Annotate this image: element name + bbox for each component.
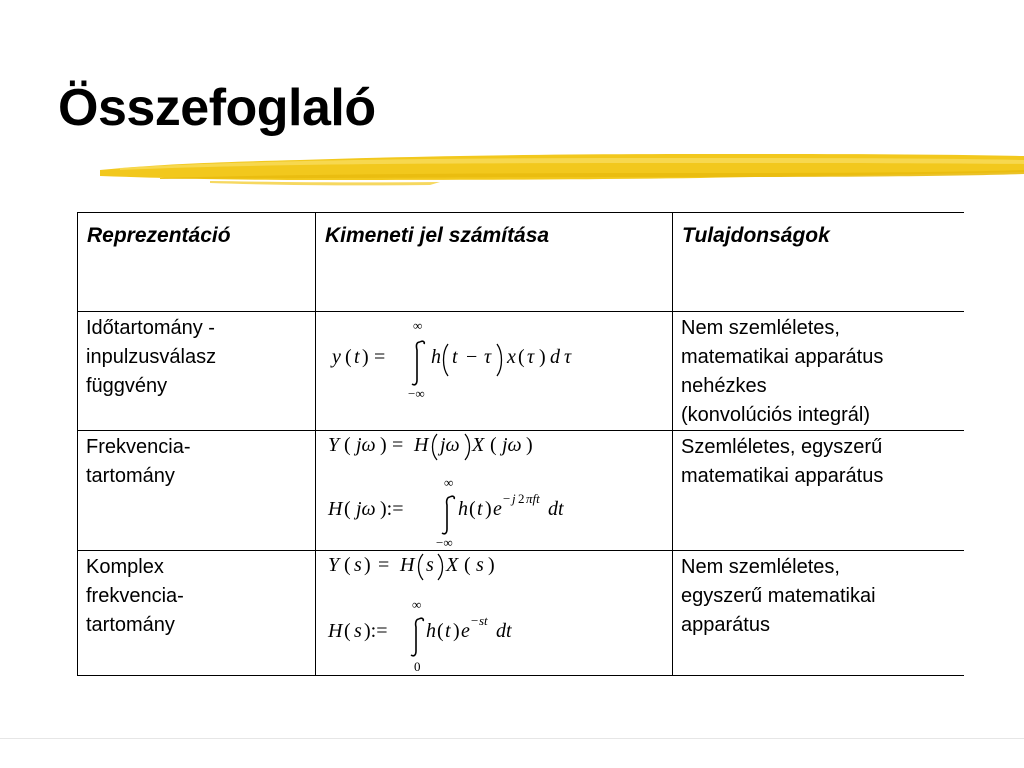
formula-cell [316,312,673,431]
svg-text:j: j [512,491,516,506]
table-header-row [78,213,964,312]
svg-text:(: ( [344,554,351,576]
representation-line: Időtartomány - [86,317,215,339]
header-representation: Reprezentáció [87,224,231,247]
svg-text:Y: Y [328,434,340,456]
svg-text:(: ( [344,498,351,520]
svg-text:s: s [426,554,434,576]
representation-cell [78,551,316,676]
svg-text:t: t [354,346,360,368]
svg-text:∞: ∞ [444,475,454,490]
slide-title: Összefoglaló [58,79,376,137]
svg-text:(: ( [518,346,525,368]
properties-line: egyszerű matematikai [681,585,876,607]
svg-text:τ: τ [527,346,535,368]
svg-text:): ) [526,434,533,456]
svg-text:t: t [477,498,483,520]
properties-line: Szemléletes, egyszerű [681,436,883,458]
svg-text:τ: τ [564,346,572,368]
properties-line: apparátus [681,614,770,636]
representation-line: tartomány [86,614,175,636]
svg-text:(: ( [345,346,352,368]
svg-text:): ) [380,434,387,456]
svg-text:=: = [392,434,404,456]
svg-text:st: st [479,613,488,628]
svg-text:=: = [374,346,386,368]
svg-text:t: t [445,620,451,642]
header-output-calculation: Kimeneti jel számítása [325,224,550,247]
formula-cell [316,551,673,676]
svg-text:): ) [485,498,492,520]
svg-text:X: X [446,554,459,576]
svg-text:X: X [472,434,485,456]
svg-text:e: e [493,498,502,520]
representation-line: frekvencia- [86,585,184,607]
svg-text:−: − [471,613,479,628]
svg-text:∞: ∞ [413,318,423,333]
svg-text:(: ( [464,554,471,576]
svg-text:(: ( [344,434,351,456]
svg-text:): ) [362,346,369,368]
properties-line: (konvolúciós integrál) [681,404,870,426]
properties-line: matematikai apparátus [681,346,884,368]
svg-text:y: y [332,346,341,368]
svg-text:H: H [400,554,415,576]
svg-text:(: ( [437,620,444,642]
svg-text:e: e [461,620,470,642]
svg-text:h: h [426,620,436,642]
svg-text:): ) [488,554,495,576]
laplace-formulas [316,551,673,675]
svg-text:τ: τ [484,346,492,368]
representation-line: Komplex [86,556,164,578]
representation-line: függvény [86,375,168,397]
properties-line: nehézkes [681,375,767,397]
svg-text:−∞: −∞ [408,386,425,401]
representation-cell [78,431,316,551]
svg-text:):=: ):= [380,498,404,520]
svg-text:t: t [452,346,458,368]
svg-text:−: − [466,346,478,368]
svg-text:−: − [503,491,511,506]
svg-text:s: s [354,554,362,576]
representation-cell [78,312,316,431]
summary-table [77,212,964,676]
svg-text:H: H [328,620,343,642]
table-row [78,431,964,551]
svg-text:d: d [550,346,560,368]
properties-cell [673,551,964,676]
convolution-formula [316,312,673,429]
svg-text:jω: jω [502,434,522,456]
header-properties: Tulajdonságok [682,224,830,247]
representation-line: tartomány [86,465,175,487]
header-cell [78,213,316,312]
svg-text:2: 2 [518,491,525,506]
representation-line: inpulzusválasz [86,346,217,368]
properties-cell [673,431,964,551]
decorative-brush-stroke [100,148,1024,190]
svg-text:s: s [476,554,484,576]
svg-text:):=: ):= [364,620,388,642]
svg-text:): ) [453,620,460,642]
svg-text:h: h [431,346,441,368]
properties-line: matematikai apparátus [681,465,884,487]
fourier-formulas [316,431,673,550]
properties-line: Nem szemléletes, [681,317,840,339]
table-row [78,551,964,676]
svg-text:−∞: −∞ [436,535,453,550]
svg-text:jω: jω [356,434,376,456]
svg-text:dt: dt [548,498,564,520]
svg-text:s: s [354,620,362,642]
header-cell [673,213,964,312]
svg-text:Y: Y [328,554,340,576]
slide-bottom-divider [0,738,1024,739]
svg-text:dt: dt [496,620,512,642]
svg-text:(: ( [490,434,497,456]
properties-line: Nem szemléletes, [681,556,840,578]
properties-cell [673,312,964,431]
svg-text:h: h [458,498,468,520]
svg-text:H: H [414,434,429,456]
svg-text:H: H [328,498,343,520]
formula-cell [316,431,673,551]
svg-text:(: ( [469,498,476,520]
table-row [78,312,964,431]
svg-text:x: x [507,346,516,368]
svg-text:∞: ∞ [412,597,422,612]
svg-text:(: ( [344,620,351,642]
svg-text:): ) [539,346,546,368]
svg-text:=: = [378,554,390,576]
svg-text:jω: jω [356,498,376,520]
representation-line: Frekvencia- [86,436,191,458]
svg-text:0: 0 [414,659,421,674]
svg-text:jω: jω [440,434,460,456]
svg-text:πft: πft [526,491,540,506]
svg-text:): ) [364,554,371,576]
header-cell [316,213,673,312]
